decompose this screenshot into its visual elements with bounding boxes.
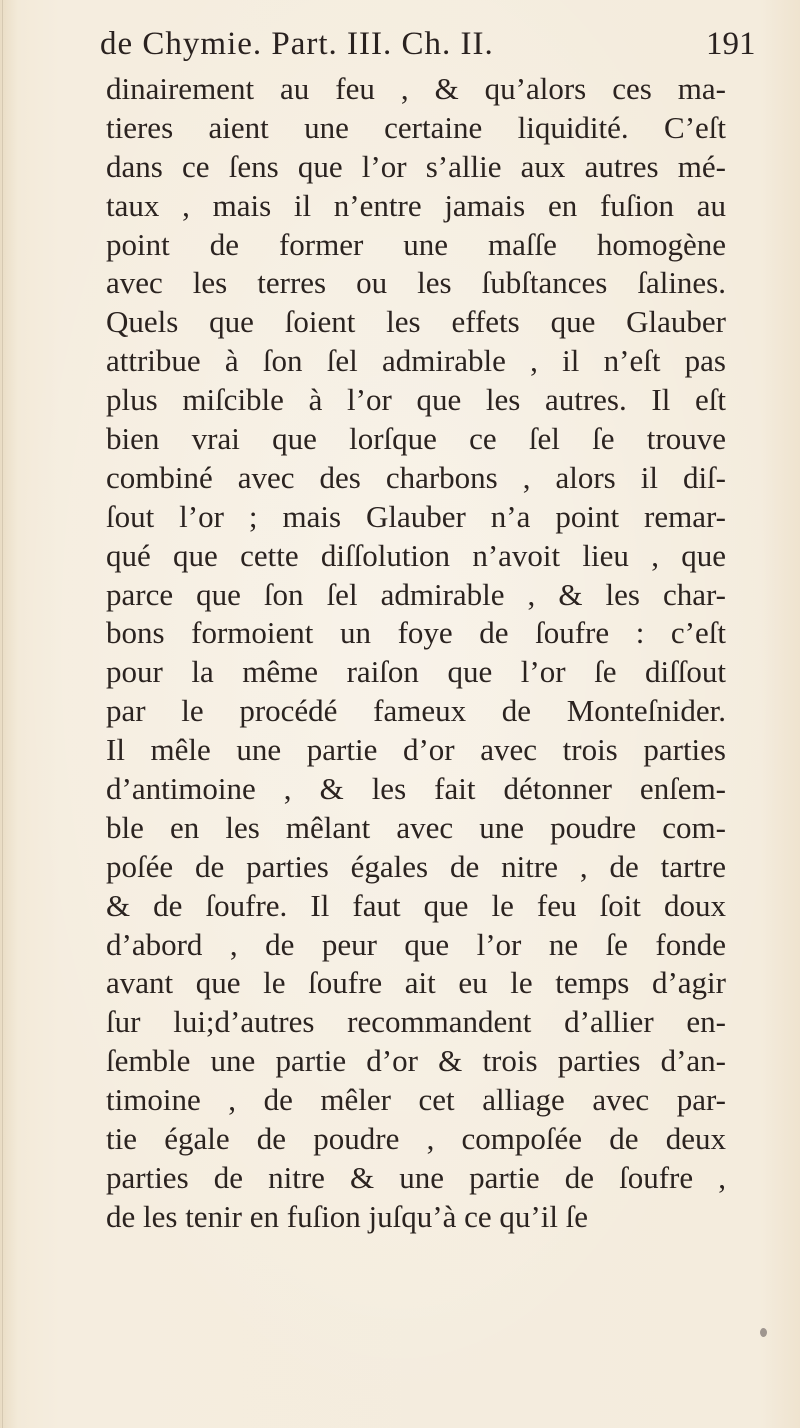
text-line: avec les terres ou les ſubſtances ſalines. (106, 265, 726, 301)
text-line: tieres aient une certaine liquidité. C’eſt (106, 109, 726, 145)
text-line: dans ce ſens que l’or s’allie aux autres mé- (106, 148, 726, 184)
paper-blemish (760, 1328, 767, 1337)
text-line: d’abord , de peur que l’or ne ſe fonde (106, 926, 726, 962)
text-line: plus miſcible à l’or que les autres. Il eſt (106, 382, 726, 418)
text-line: & de ſoufre. Il faut que le feu ſoit doux (106, 887, 726, 923)
text-line: ble en les mêlant avec une poudre com- (106, 809, 726, 845)
text-line: de les tenir en fuſion juſqu’à ce qu’il ſe (106, 1198, 589, 1234)
text-line: ſemble une partie d’or & trois parties d’an- (106, 1043, 726, 1079)
text-line: tie égale de poudre , compoſée de deux (106, 1121, 726, 1157)
text-line: attribue à ſon ſel admirable , il n’eſt pas (106, 343, 726, 379)
text-line: dinairement au feu , & qu’alors ces ma- (106, 71, 726, 106)
text-line: pour la même raiſon que l’or ſe diſſout (106, 654, 726, 690)
text-line: ſur lui;d’autres recommandent d’allier en- (106, 1004, 726, 1040)
text-line: poſée de parties égales de nitre , de tartre (106, 848, 726, 884)
text-line: ſout l’or ; mais Glauber n’a point remar- (106, 498, 726, 534)
text-line: combiné avec des charbons , alors il diſ- (106, 459, 726, 495)
text-line: Quels que ſoient les effets que Glauber (106, 304, 726, 340)
body-text (106, 70, 726, 1237)
text-line: d’antimoine , & les fait détonner enſem- (106, 771, 726, 807)
text-line: Il mêle une partie d’or avec trois parties (106, 732, 726, 768)
page-gutter-edge (2, 0, 3, 1428)
running-head: de Chymie. Part. III. Ch. II. (100, 26, 494, 62)
text-line: bien vrai que lorſque ce ſel ſe trouve (106, 421, 726, 457)
page-number: 191 (706, 26, 756, 62)
text-line: qué que cette diſſolution n’avoit lieu , que (106, 537, 726, 573)
text-line: avant que le ſoufre ait eu le temps d’agir (106, 965, 726, 1001)
text-line: bons formoient un foye de ſoufre : c’eſt (106, 615, 726, 651)
text-line: point de former une maſſe homogène (106, 226, 726, 262)
text-line: taux , mais il n’entre jamais en fuſion au (106, 187, 726, 223)
text-line: parties de nitre & une partie de ſoufre , (106, 1159, 726, 1195)
text-line: parce que ſon ſel admirable , & les char- (106, 576, 726, 612)
text-line: par le procédé fameux de Monteſnider. (106, 693, 726, 729)
text-line: timoine , de mêler cet alliage avec par- (106, 1082, 726, 1118)
